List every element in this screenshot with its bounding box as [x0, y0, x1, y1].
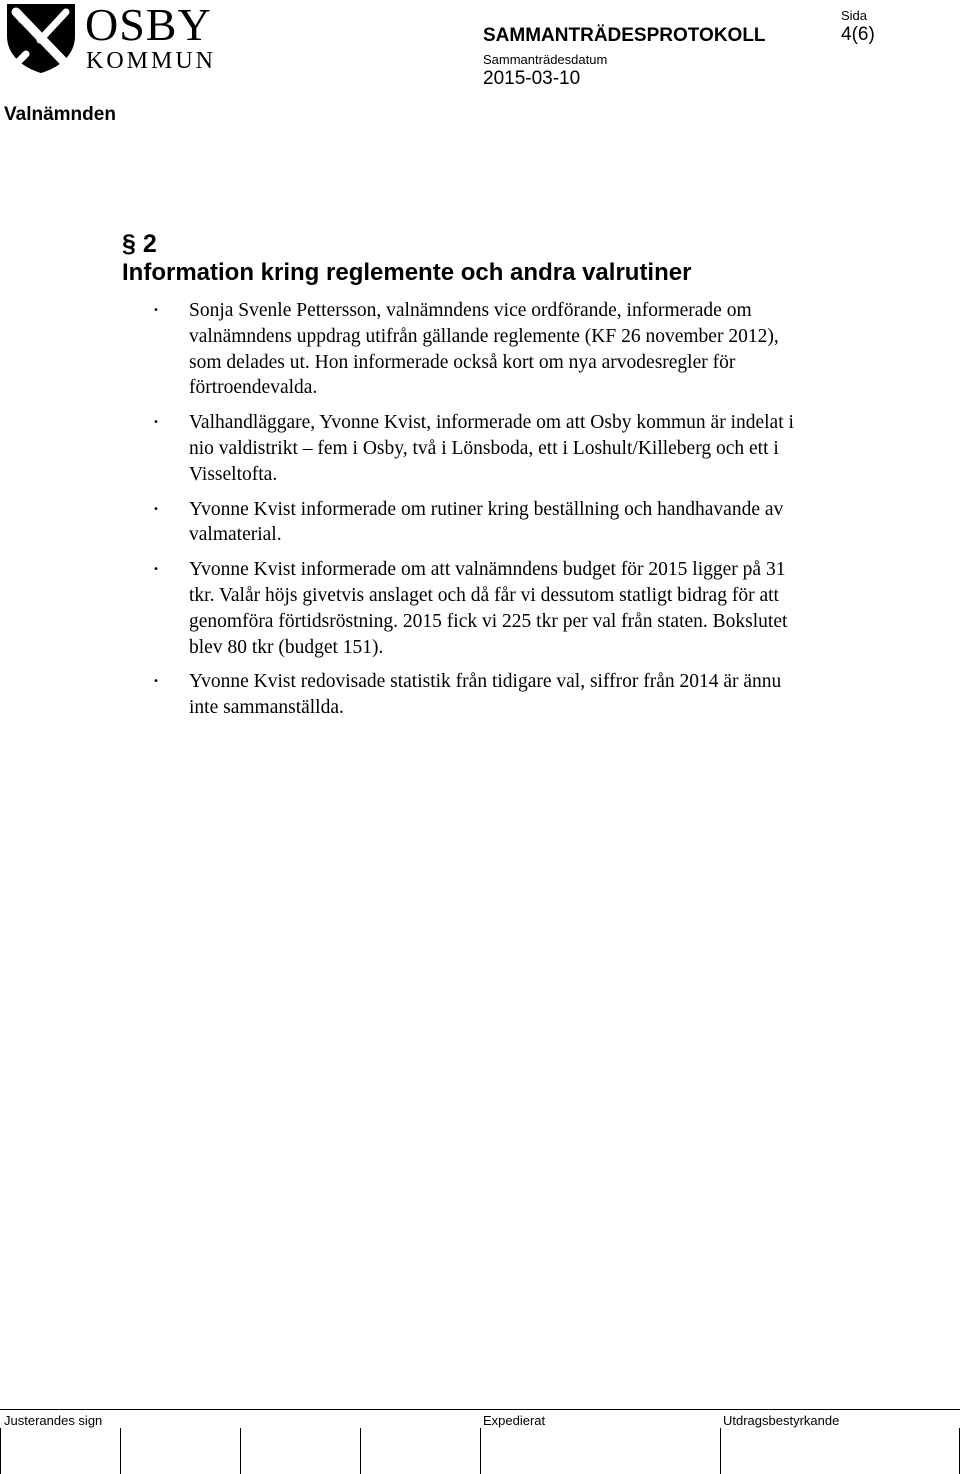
list-item-text: Sonja Svenle Pettersson, valnämndens vice ordförande, informerade om valnämndens uppdrag utifrån gällande reglemente (KF 26 november 2012), som delades ut. Hon informerade också kort om nya arvodesregler för förtroendevalda. — [189, 300, 779, 399]
justerandes-sign-label: Justerandes sign — [4, 1413, 103, 1428]
coat-of-arms-icon — [4, 2, 78, 74]
list-item — [153, 557, 813, 660]
bullet-icon: • — [153, 503, 159, 515]
list-item — [153, 410, 813, 487]
bullet-icon: • — [153, 564, 159, 576]
signature-box-divider — [0, 1428, 1, 1474]
section-title: Information kring reglemente och andra valrutiner — [122, 259, 692, 286]
list-item — [153, 298, 813, 401]
signature-box-divider — [240, 1428, 241, 1474]
meeting-date: 2015-03-10 — [483, 68, 581, 89]
bullet-icon: • — [153, 676, 159, 688]
list-item-text: Yvonne Kvist informerade om rutiner kring beställning och handhavande av valmaterial. — [189, 498, 784, 546]
section-number: § 2 — [122, 230, 157, 258]
page-label: Sida — [841, 8, 868, 23]
document-title: SAMMANTRÄDESPROTOKOLL — [483, 25, 766, 46]
meeting-date-label: Sammanträdesdatum — [483, 52, 608, 67]
footer-divider — [0, 1409, 960, 1410]
signature-box-divider — [720, 1428, 721, 1474]
list-item-text: Yvonne Kvist redovisade statistik från tidigare val, siffror från 2014 är ännu inte sammanställda. — [189, 671, 782, 719]
bullet-list — [153, 298, 813, 730]
list-item-text: Yvonne Kvist informerade om att valnämndens budget för 2015 ligger på 31 tkr. Valår höjs givetvis anslaget och då får vi dessutom statligt bidrag för att genomföra förtidsröstning. 2015 fick vi 225 tkr per val från staten. Bokslutet blev 80 tkr (budget 151). — [189, 559, 788, 658]
expedierat-label: Expedierat — [483, 1413, 546, 1428]
list-item — [153, 497, 813, 549]
bullet-icon: • — [153, 417, 159, 429]
signature-box-divider — [360, 1428, 361, 1474]
logo-subname: KOMMUN — [86, 48, 217, 74]
committee-name: Valnämnden — [4, 104, 116, 125]
list-item — [153, 669, 813, 721]
signature-box-divider — [480, 1428, 481, 1474]
bullet-icon: • — [153, 305, 159, 316]
utdragsbestyrkande-label: Utdragsbestyrkande — [723, 1413, 840, 1428]
logo-name: OSBY — [85, 0, 212, 50]
page-number: 4(6) — [841, 24, 875, 45]
list-item-text: Valhandläggare, Yvonne Kvist, informerade om att Osby kommun är indelat i nio valdistrikt – fem i Osby, två i Lönsboda, ett i Loshult/Killeberg och ett i Visseltofta. — [189, 412, 794, 485]
signature-box-divider — [120, 1428, 121, 1474]
